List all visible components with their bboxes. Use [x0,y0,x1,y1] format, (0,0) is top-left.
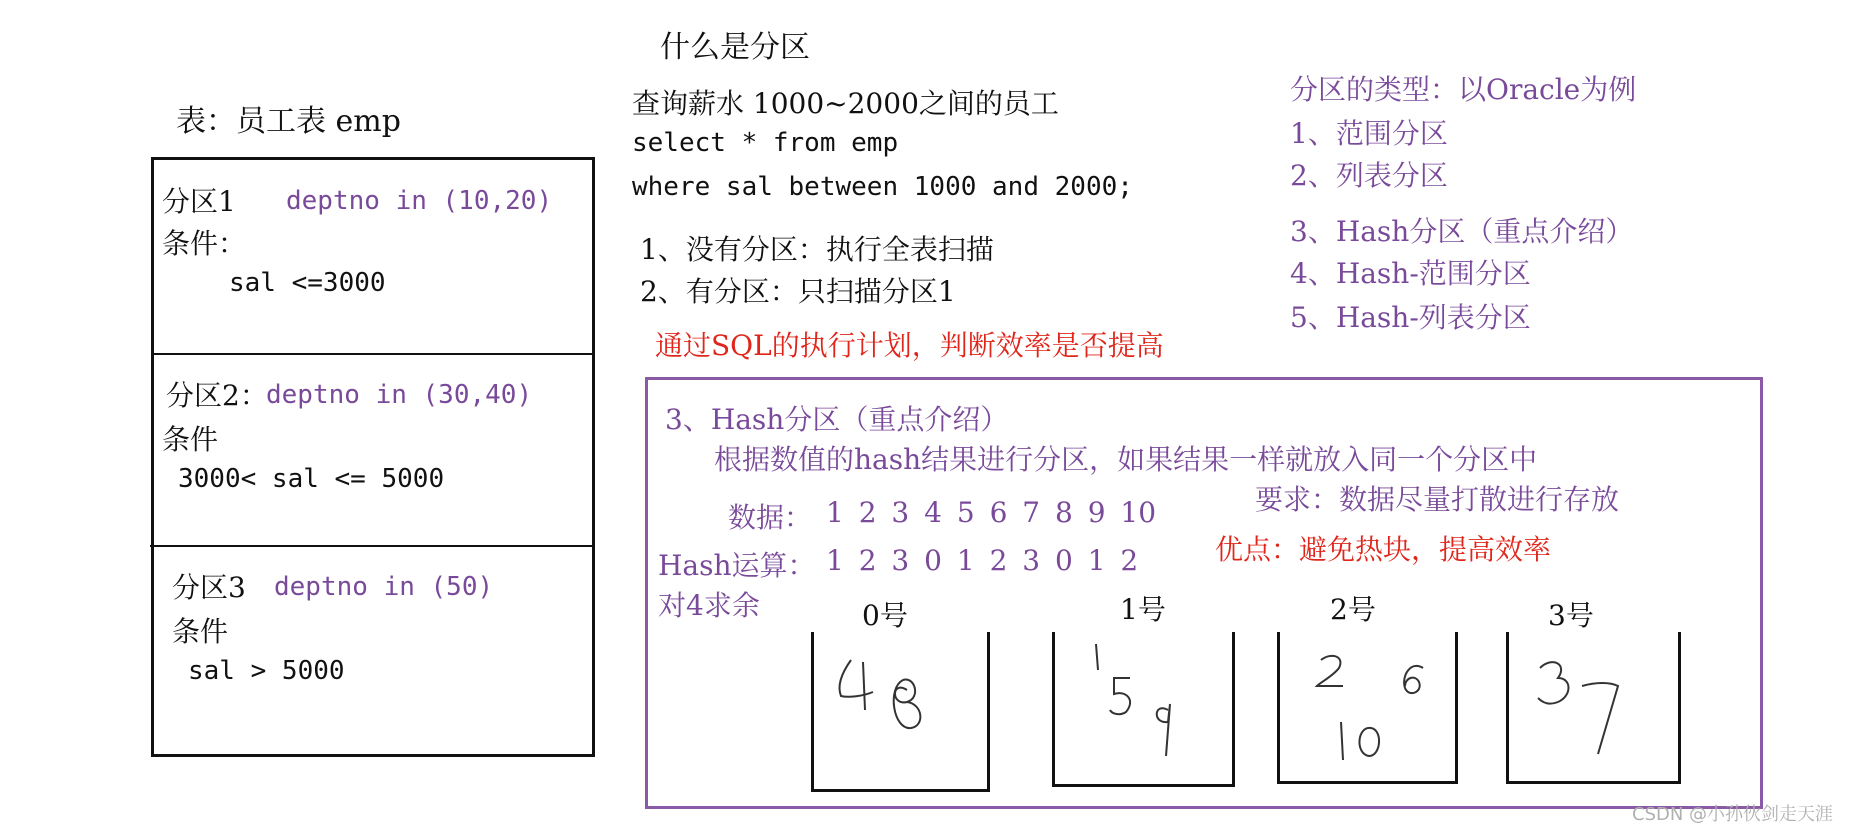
bucket-2-handwriting [1277,632,1458,784]
data-label: 数据： [728,501,813,534]
data-values: 1 2 3 4 5 6 7 8 9 10 [826,496,1157,529]
sql-line-1: select * from emp [632,128,899,158]
bucket-3-label: 3号 [1548,599,1594,632]
watermark: CSDN @小孙伙剑走天涯 [1632,804,1834,825]
partition-3-condition-label: 条件 [172,615,229,648]
hash-values: 1 2 3 0 1 2 3 0 1 2 [826,544,1139,577]
query-description: 查询薪水 1000~2000之间的员工 [632,87,1059,120]
point-with-partition: 2、有分区：只扫描分区1 [640,275,956,308]
partition-divider [154,353,592,355]
table-heading: 表：员工表 emp [176,104,401,139]
partition-3-range: deptno in (50) [274,572,494,602]
partition-types-heading: 分区的类型：以Oracle为例 [1290,73,1637,106]
partition-2-range: deptno in (30,40) [266,380,533,410]
partition-1-condition: sal <=3000 [229,268,386,298]
partition-1-range: deptno in (10,20) [286,186,553,216]
modulo-label: 对4求余 [658,589,760,622]
partition-type-item: 5、Hash-列表分区 [1290,301,1531,334]
partition-type-item: 3、Hash分区（重点介绍） [1290,215,1634,248]
page-title: 什么是分区 [660,30,810,65]
partition-type-item: 2、列表分区 [1290,159,1448,192]
bucket-3-handwriting [1506,632,1681,784]
emp-table [151,157,595,757]
bucket-1-label: 1号 [1120,593,1166,626]
partition-3-condition: sal > 5000 [188,656,345,686]
hash-description: 根据数值的hash结果进行分区，如果结果一样就放入同一个分区中 [714,443,1538,476]
partition-1-condition-label: 条件： [162,227,247,260]
partition-2-condition-label: 条件 [162,423,219,456]
execution-plan-note: 通过SQL的执行计划，判断效率是否提高 [655,329,1164,362]
partition-type-item: 4、Hash-范围分区 [1290,257,1531,290]
hash-requirement: 要求：数据尽量打散进行存放 [1255,483,1620,516]
hash-title: 3、Hash分区（重点介绍） [665,403,1009,436]
partition-2-name: 分区2： [166,379,268,412]
point-no-partition: 1、没有分区：执行全表扫描 [640,233,994,266]
partition-1-name: 分区1 [162,185,236,218]
bucket-2-label: 2号 [1330,593,1376,626]
partition-3-name: 分区3 [172,571,246,604]
bucket-1-handwriting [1052,632,1235,787]
hash-label: Hash运算： [658,549,816,582]
bucket-0-label: 0号 [862,599,908,632]
sql-line-2: where sal between 1000 and 2000; [632,172,1133,202]
bucket-0-handwriting [811,632,990,792]
partition-2-condition: 3000< sal <= 5000 [178,464,445,494]
partition-divider [150,545,592,547]
hash-advantage: 优点：避免热块，提高效率 [1215,533,1552,566]
partition-type-item: 1、范围分区 [1290,117,1448,150]
